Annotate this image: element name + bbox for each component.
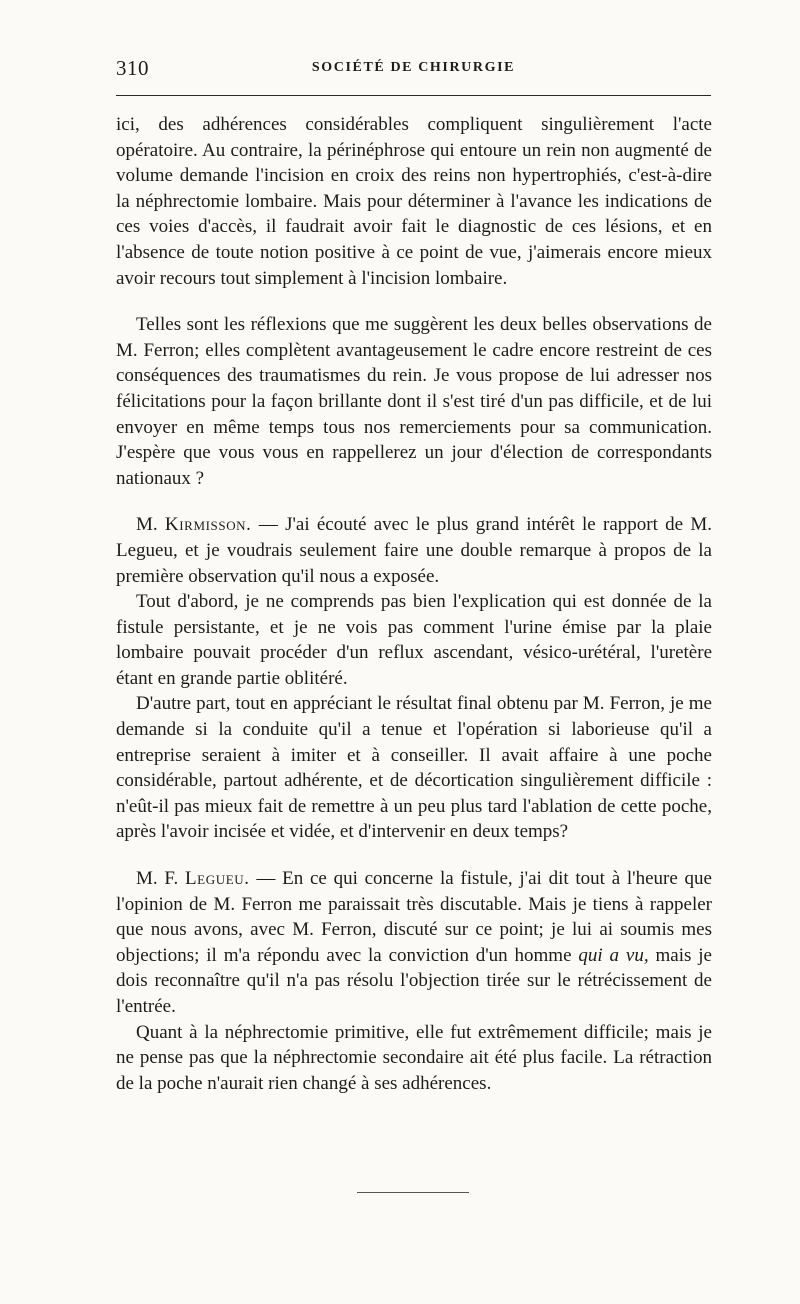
paragraph-6-text-a: — En ce qui concerne la fistule, j'ai dit tout à l'heure que l'opinion de M. Ferron me paraissait très discutable. Mais je tiens à rappeler que nous avons, avec M. Ferron, discuté sur ce point; je lui ai soumis mes objections; il m'a répondu avec la conviction d'un homme: [116, 868, 712, 966]
speaker-name: Legueu.: [184, 868, 250, 890]
paragraph-6-text-b: mais je dois reconnaître qu'il n'a pas résolu l'objection tirée sur le rétrécissement de l'entrée.: [116, 944, 712, 1017]
paragraph-4: Tout d'abord, je ne comprends pas bien l'explication qui est donnée de la fistule persistante, et je ne vois pas comment l'urine émise par la plaie lombaire pouvait procéder d'un reflux ascendant, vésico-urétéral, l'uretère étant en grande partie oblitéré.: [116, 591, 712, 689]
paragraph-2: Telles sont les réflexions que me suggèrent les deux belles observations de M. Ferron; elles complètent avantageusement le cadre encore restreint de ces conséquences des traumatismes du rein. Je vous propose de lui adresser nos félicitations pour la façon brillante dont il s'est tiré d'un pas difficile, et de lui envoyer en même temps tous nos remerciements pour sa communication. J'espère que vous vous en rappellerez un jour d'élection de correspondants nationaux ?: [116, 314, 712, 489]
speaker-prefix: M. F.: [136, 868, 185, 890]
speaker-prefix: M.: [136, 514, 165, 536]
page-header: [116, 56, 711, 86]
paragraph-3-text: — J'ai écouté avec le plus grand intérêt le rapport de M. Legueu, et je voudrais seulement faire une double remarque à propos de la première observation qu'il nous a exposée.: [116, 514, 712, 587]
header-rule: [116, 95, 711, 96]
paragraph-5: D'autre part, tout en appréciant le résultat final obtenu par M. Ferron, je me demande si la conduite qu'il a tenue et l'opération si laborieuse qu'il a entreprise seraient à imiter et à conseiller. Il avait affaire à une poche considérable, partout adhérente, et de décortication singulièrement difficile : n'eût-il pas mieux fait de remettre à un peu plus tard l'ablation de cette poche, après l'avoir incisée et vidée, et d'intervenir en deux temps?: [116, 693, 712, 843]
page-number: 310: [116, 56, 149, 80]
running-title: SOCIÉTÉ DE CHIRURGIE: [311, 60, 516, 75]
end-rule: [357, 1192, 469, 1193]
paragraph-3: [116, 512, 712, 589]
paragraph-7: Quant à la néphrectomie primitive, elle fut extrêmement difficile; mais je ne pense pas que la néphrectomie secondaire ait été plus facile. La rétraction de la poche n'aurait rien changé à ses adhérences.: [116, 1021, 712, 1094]
paragraph-6: [116, 866, 712, 1020]
body-text: [116, 112, 712, 1096]
paragraph-1: ici, des adhérences considérables compliquent singulièrement l'acte opératoire. Au contraire, la périnéphrose qui entoure un rein non augmenté de volume demande l'incision en croix des reins non hypertrophiés, c'est-à-dire la néphrectomie lombaire. Mais pour déterminer à l'avance les indications de ces voies d'accès, il faudrait avoir fait le diagnostic de ces lésions, et en l'absence de toute notion positive à ce point de vue, j'aimerais encore mieux avoir recours tout simplement à l'incision lombaire.: [116, 114, 712, 289]
italic-quote: qui a vu,: [578, 944, 649, 966]
speaker-name: Kirmisson.: [164, 514, 252, 536]
